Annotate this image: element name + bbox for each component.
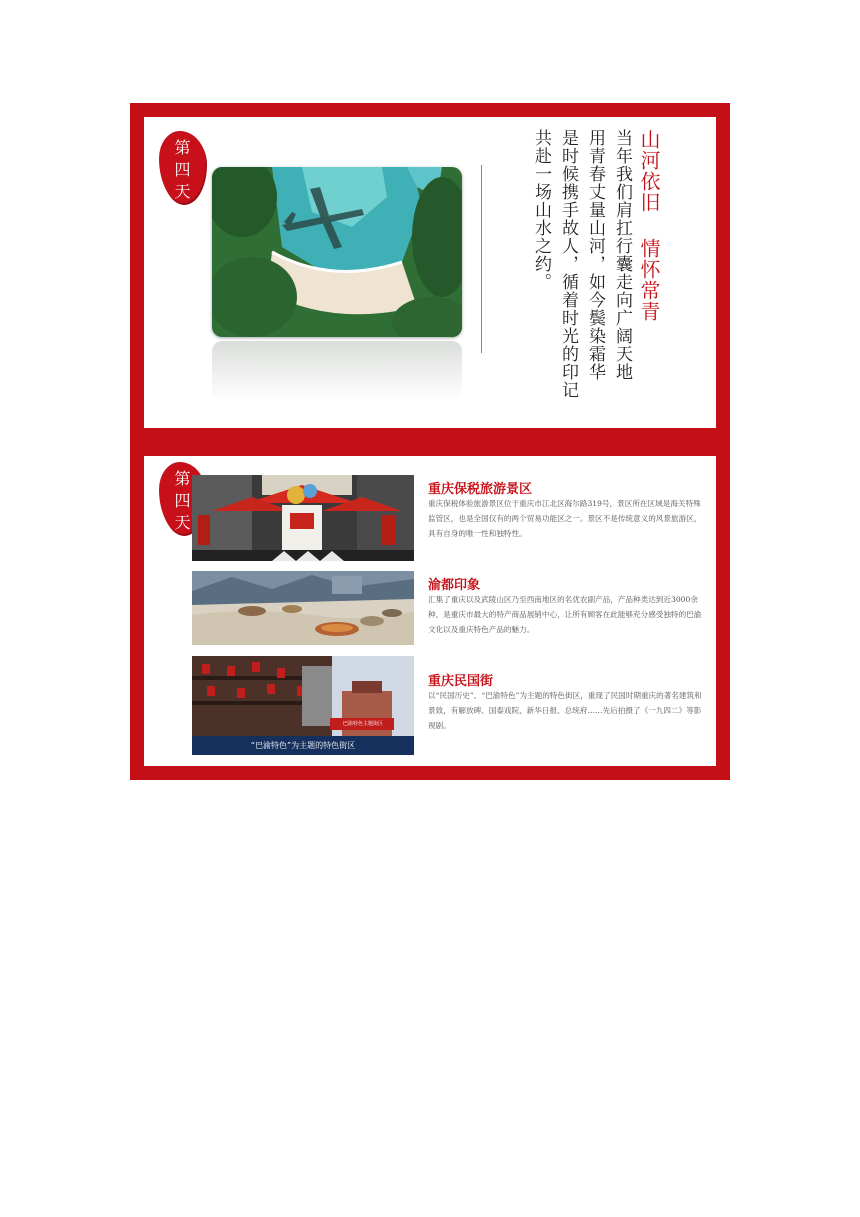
seal-char: 第 <box>174 469 191 488</box>
seal-char: 天 <box>174 513 191 532</box>
poem-line: 共赴一场山水之约。 <box>531 129 551 291</box>
attraction-title: 重庆保税旅游景区 <box>428 482 533 497</box>
republic-street-photo <box>192 656 414 755</box>
poem-line: 当年我们肩扛行囊走向广阔天地 <box>612 129 632 381</box>
attraction-description: 重庆保税体验旅游景区位于重庆市江北区海尔路319号，景区所在区域是海关特殊监管区，也是全国仅有的两个贸易功能区之一。景区不是传统意义的风景旅游区，具有自身的唯一性和独特性。 <box>428 499 702 538</box>
seal-char: 四 <box>174 491 191 510</box>
photo-sign-text: 巴渝特色主题街区 <box>342 721 383 727</box>
seal-char: 第 <box>174 138 191 157</box>
attraction-title: 重庆民国街 <box>428 674 494 689</box>
poem-title: 山河依旧 情怀常青 <box>637 129 661 322</box>
attraction-title: 渝都印象 <box>428 578 481 593</box>
day-four-attractions-panel <box>130 442 730 780</box>
day-four-poem-panel <box>130 103 730 442</box>
day-seal-stamp <box>159 131 206 203</box>
poem-line: 是时候携手故人，循着时光的印记 <box>558 129 578 399</box>
attraction-description: 以“民国历史”、“巴渝特色”为主题的特色街区，重现了民国时期重庆的著名建筑和景致，有解放碑、国泰戏院、新华日报、总统府……先后拍摄了《一九四二》等影视剧。 <box>428 691 702 730</box>
seal-char: 四 <box>174 160 191 179</box>
beach-aerial-photo <box>212 167 462 337</box>
photo-caption: “巴渝特色”为主题的特色街区 <box>250 741 356 750</box>
vertical-divider <box>481 165 482 353</box>
poem-line: 用青春丈量山河，如今鬓染霜华 <box>585 129 605 381</box>
seal-char: 天 <box>174 182 191 201</box>
photo-reflection <box>212 341 462 401</box>
bonded-zone-photo <box>192 475 414 561</box>
attraction-description: 汇集了重庆以及武陵山区乃至西南地区的名优农副产品，产品种类达到近3000余种，是重庆市最大的特产商品展销中心，让所有顾客在此能够充分感受独特的巴渝文化以及重庆特色产品的魅力。 <box>428 595 702 634</box>
yudu-impression-photo <box>192 571 414 645</box>
